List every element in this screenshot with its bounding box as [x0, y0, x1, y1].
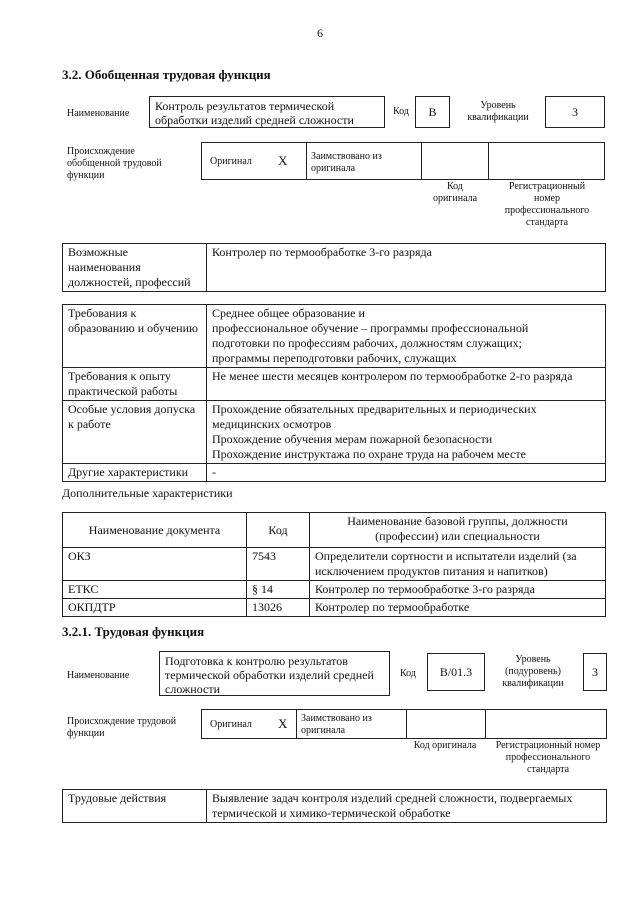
function-name: Подготовка к контролю результатов термической обработки изделий средней сложности	[165, 654, 374, 696]
function-name-box	[159, 651, 390, 696]
requirement-line: Среднее общее образование и	[212, 306, 365, 320]
table-row	[63, 790, 607, 823]
labor-actions-table	[62, 789, 607, 823]
code-label: Код	[400, 668, 416, 679]
table-cell: 7543	[247, 548, 310, 581]
section-heading: 3.2. Обобщенная трудовая функция	[62, 67, 271, 82]
level-label: Уровень квалификации	[467, 100, 529, 123]
requirement-label: Другие характеристики	[63, 464, 207, 482]
requirement-line: Прохождение инструктажа по охране труда на рабочем месте	[212, 447, 526, 461]
requirement-line: подготовки по профессиям рабочих, должностям служащих;	[212, 336, 522, 350]
level-value: 3	[572, 104, 578, 119]
column-header: Наименование базовой группы, должности (профессии) или специальности	[310, 513, 606, 548]
labor-actions-label: Трудовые действия	[63, 790, 207, 823]
possible-names-table	[62, 243, 606, 292]
function-name-box	[149, 96, 385, 128]
divider	[421, 143, 422, 179]
table-row	[63, 368, 606, 401]
name-label: Наименование	[67, 108, 130, 119]
labor-actions-value: Выявление задач контроля изделий средней сложности, подвергаемых термической и химико-термической обработке	[207, 790, 607, 823]
requirement-line: программы переподготовки рабочих, служащих	[212, 351, 457, 365]
orig-code-caption: Код оригинала	[432, 181, 478, 204]
function-name: Контроль результатов термической обработки изделий средней сложности	[155, 99, 354, 127]
table-cell: Контролер по термообработке	[310, 599, 606, 617]
table-cell: § 14	[247, 581, 310, 599]
name-label: Наименование	[67, 670, 130, 681]
reg-number-caption: Регистрационный номер профессионального стандарта	[504, 181, 590, 228]
column-header: Код	[247, 513, 310, 548]
additional-table	[62, 512, 606, 617]
requirement-line: Прохождение обучения мерам пожарной безопасности	[212, 432, 493, 446]
divider	[485, 710, 486, 738]
requirement-value	[207, 401, 606, 464]
table-row	[63, 599, 606, 617]
table-cell: ОКПДТР	[63, 599, 247, 617]
table-cell: Контролер по термообработке 3-го разряда	[310, 581, 606, 599]
divider	[406, 710, 407, 738]
requirement-value	[207, 464, 606, 482]
requirement-line: профессиональное обучение – программы профессиональной	[212, 321, 529, 335]
level-value: 3	[592, 664, 598, 679]
requirement-label: Особые условия допуска к работе	[63, 401, 207, 464]
requirement-label: Требования к опыту практической работы	[63, 368, 207, 401]
requirement-line: Прохождение обязательных предварительных и периодических медицинских осмотров	[212, 402, 537, 431]
divider	[306, 143, 307, 179]
level-label: Уровень (подуровень) квалификации	[502, 654, 564, 689]
divider	[488, 143, 489, 179]
original-label: Оригинал	[210, 156, 252, 167]
code-value: B/01.3	[439, 664, 473, 679]
origin-box	[201, 709, 607, 739]
original-mark: X	[278, 716, 288, 731]
table-row	[63, 305, 606, 368]
possible-names-value: Контролер по термообработке 3-го разряда	[207, 244, 606, 292]
divider	[296, 710, 297, 738]
level-box	[545, 96, 605, 128]
code-box	[427, 653, 485, 691]
requirement-line: Не менее шести месяцев контролером по термообработке 2-го разряда	[212, 369, 573, 383]
code-label: Код	[393, 106, 409, 117]
requirement-value	[207, 368, 606, 401]
origin-label: Происхождение трудовой функции	[67, 716, 177, 739]
table-row	[63, 548, 606, 581]
requirement-line: -	[212, 465, 216, 479]
level-box	[583, 653, 607, 691]
table-row	[63, 464, 606, 482]
original-mark: X	[278, 153, 288, 168]
original-label: Оригинал	[210, 719, 252, 730]
subsection-heading: 3.2.1. Трудовая функция	[62, 624, 205, 639]
code-box	[415, 96, 450, 128]
requirement-value	[207, 305, 606, 368]
table-cell: ОКЗ	[63, 548, 247, 581]
code-value: B	[428, 104, 437, 119]
column-header: Наименование документа	[63, 513, 247, 548]
possible-names-label: Возможные наименования должностей, профессий	[63, 244, 207, 292]
origin-label: Происхождение обобщенной трудовой функции	[67, 146, 162, 181]
additional-title: Дополнительные характеристики	[62, 486, 233, 500]
page-number: 6	[317, 26, 323, 40]
table-cell: Определители сортности и испытатели изделий (за исключением продуктов питания и напитков)	[310, 548, 606, 581]
table-row	[63, 401, 606, 464]
table-cell: 13026	[247, 599, 310, 617]
origin-box	[201, 142, 605, 180]
requirements-table	[62, 304, 606, 482]
orig-code-caption: Код оригинала	[413, 740, 477, 751]
table-row	[63, 581, 606, 599]
borrowed-label: Заимствовано из оригинала	[301, 713, 372, 736]
table-header-row	[63, 513, 606, 548]
requirement-label: Требования к образованию и обучению	[63, 305, 207, 368]
reg-number-caption: Регистрационный номер профессионального стандарта	[495, 740, 601, 775]
table-cell: ЕТКС	[63, 581, 247, 599]
borrowed-label: Заимствовано из оригинала	[311, 151, 382, 174]
